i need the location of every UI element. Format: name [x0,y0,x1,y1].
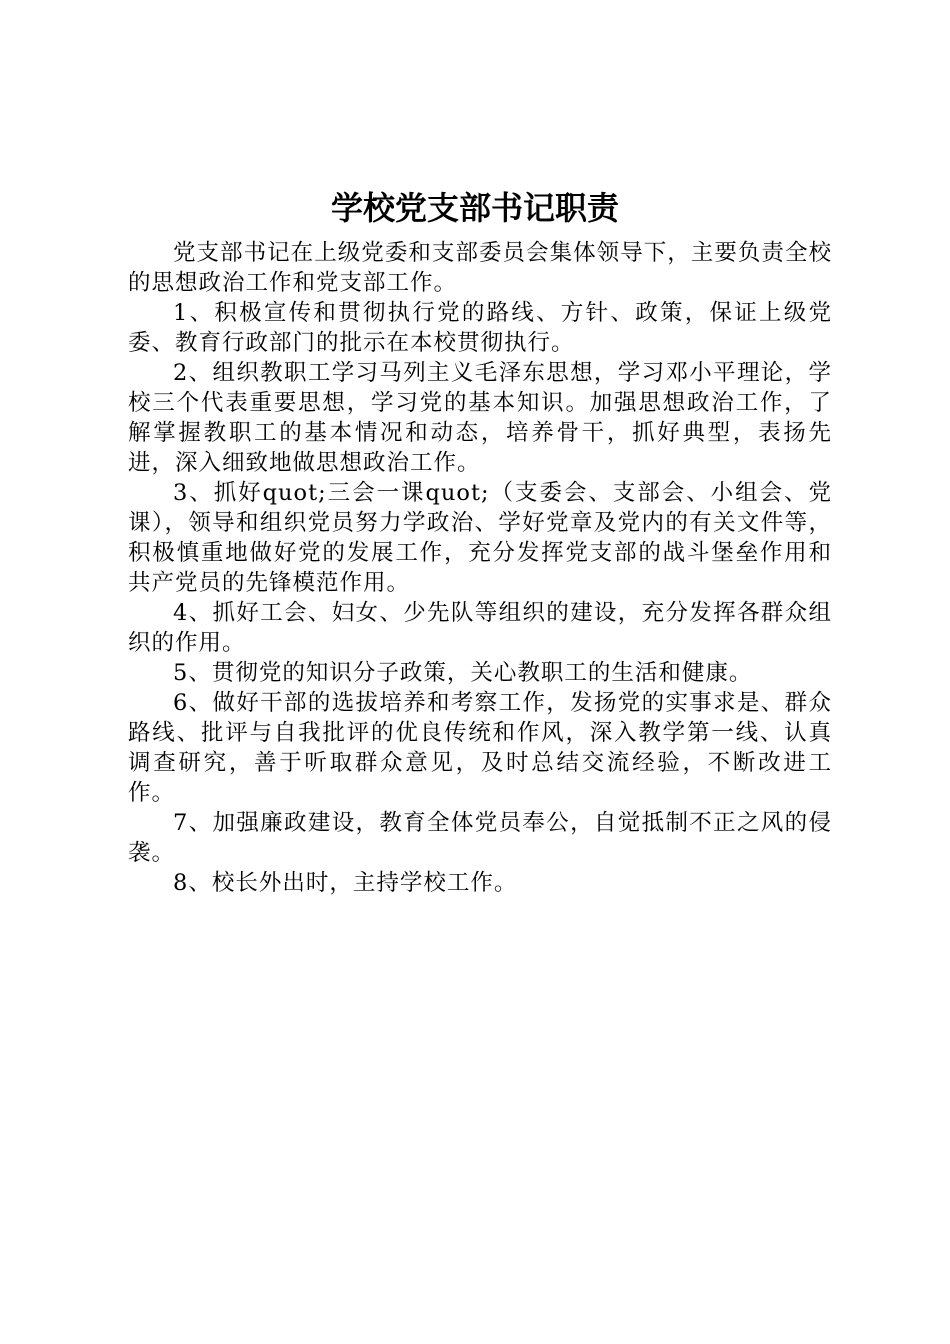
paragraph-item-7: 7、加强廉政建设，教育全体党员奉公，自觉抵制不正之风的侵袭。 [128,810,832,866]
paragraph-intro: 党支部书记在上级党委和支部委员会集体领导下，主要负责全校的思想政治工作和党支部工作。 [128,240,832,296]
paragraph-item-2: 2、组织教职工学习马列主义毛泽东思想，学习邓小平理论，学校三个代表重要思想，学习党的基本知识。加强思想政治工作，了解掌握教职工的基本情况和动态，培养骨干，抓好典型，表扬先进，深入细致地做思想政治工作。 [128,360,832,476]
paragraph-item-1: 1、积极宣传和贯彻执行党的路线、方针、政策，保证上级党委、教育行政部门的批示在本校贯彻执行。 [128,300,832,356]
paragraph-item-3: 3、抓好quot;三会一课quot;（支委会、支部会、小组会、党课），领导和组织党员努力学政治、学好党章及党内的有关文件等，积极慎重地做好党的发展工作，充分发挥党支部的战斗堡垒作用和共产党员的先锋模范作用。 [128,480,832,596]
document-title: 学校党支部书记职责 [330,189,619,227]
paragraph-item-4: 4、抓好工会、妇女、少先队等组织的建设，充分发挥各群众组织的作用。 [128,600,832,656]
paragraph-item-5: 5、贯彻党的知识分子政策，关心教职工的生活和健康。 [173,660,753,686]
document-body [128,238,832,898]
paragraph-item-8: 8、校长外出时，主持学校工作。 [173,870,518,896]
paragraph-item-6: 6、做好干部的选拔培养和考察工作，发扬党的实事求是、群众路线、批评与自我批评的优良传统和作风，深入教学第一线、认真调查研究，善于听取群众意见，及时总结交流经验，不断改进工作。 [128,690,832,806]
